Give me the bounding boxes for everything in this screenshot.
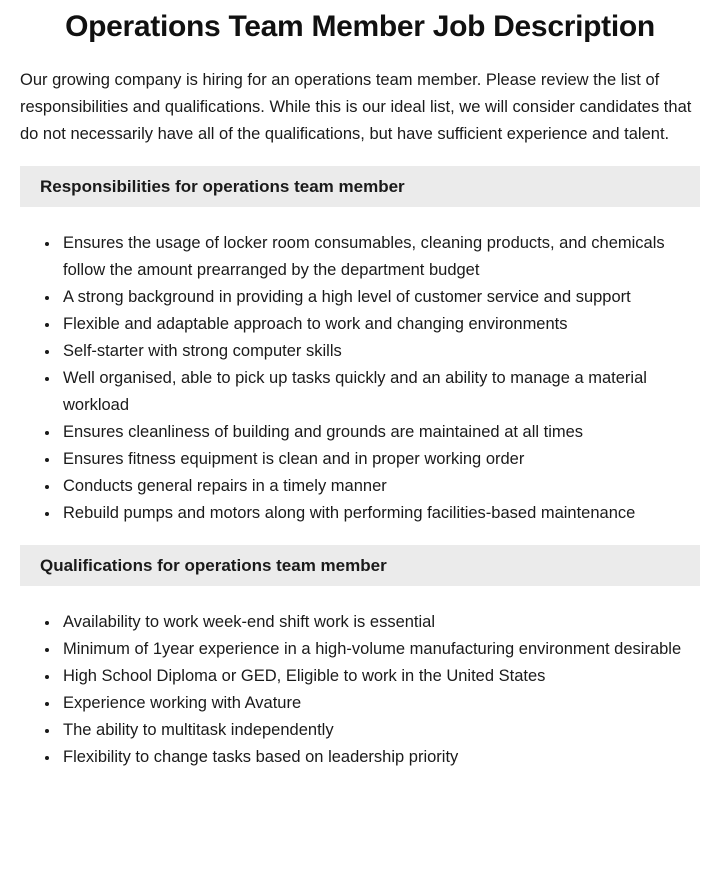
list-item: • Ensures the usage of locker room consumables, cleaning products, and chemicals follow the amount prearranged by the department budget xyxy=(60,230,700,284)
qualifications-list xyxy=(20,609,700,771)
list-item: • High School Diploma or GED, Eligible to work in the United States xyxy=(60,663,700,690)
list-item: • Ensures cleanliness of building and grounds are maintained at all times xyxy=(60,419,700,446)
qualifications-heading: Qualifications for operations team member xyxy=(40,555,387,575)
section-header-qualifications xyxy=(20,545,700,586)
page-title: Operations Team Member Job Description xyxy=(65,10,655,43)
list-item: • Flexible and adaptable approach to work and changing environments xyxy=(60,311,700,338)
section-header-responsibilities xyxy=(20,166,700,207)
list-item: • Well organised, able to pick up tasks quickly and an ability to manage a material workload xyxy=(60,365,700,419)
list-item: • Ensures fitness equipment is clean and in proper working order xyxy=(60,446,700,473)
list-item: • Minimum of 1year experience in a high-volume manufacturing environment desirable xyxy=(60,636,700,663)
list-item: • A strong background in providing a high level of customer service and support xyxy=(60,284,700,311)
list-item: • Self-starter with strong computer skills xyxy=(60,338,700,365)
responsibilities-list xyxy=(20,230,700,527)
intro-paragraph: Our growing company is hiring for an operations team member. Please review the list of responsibilities and qualifications. While this is our ideal list, we will consider candidates that do not necessarily have all of the qualifications, but have sufficient experience and talent. xyxy=(20,71,692,143)
list-item: • Rebuild pumps and motors along with performing facilities-based maintenance xyxy=(60,500,700,527)
list-item: • Conducts general repairs in a timely manner xyxy=(60,473,700,500)
list-item: • Experience working with Avature xyxy=(60,690,700,717)
responsibilities-heading: Responsibilities for operations team member xyxy=(40,176,405,196)
list-item: • Flexibility to change tasks based on leadership priority xyxy=(60,744,700,771)
list-item: • Availability to work week-end shift work is essential xyxy=(60,609,700,636)
list-item: • The ability to multitask independently xyxy=(60,717,700,744)
